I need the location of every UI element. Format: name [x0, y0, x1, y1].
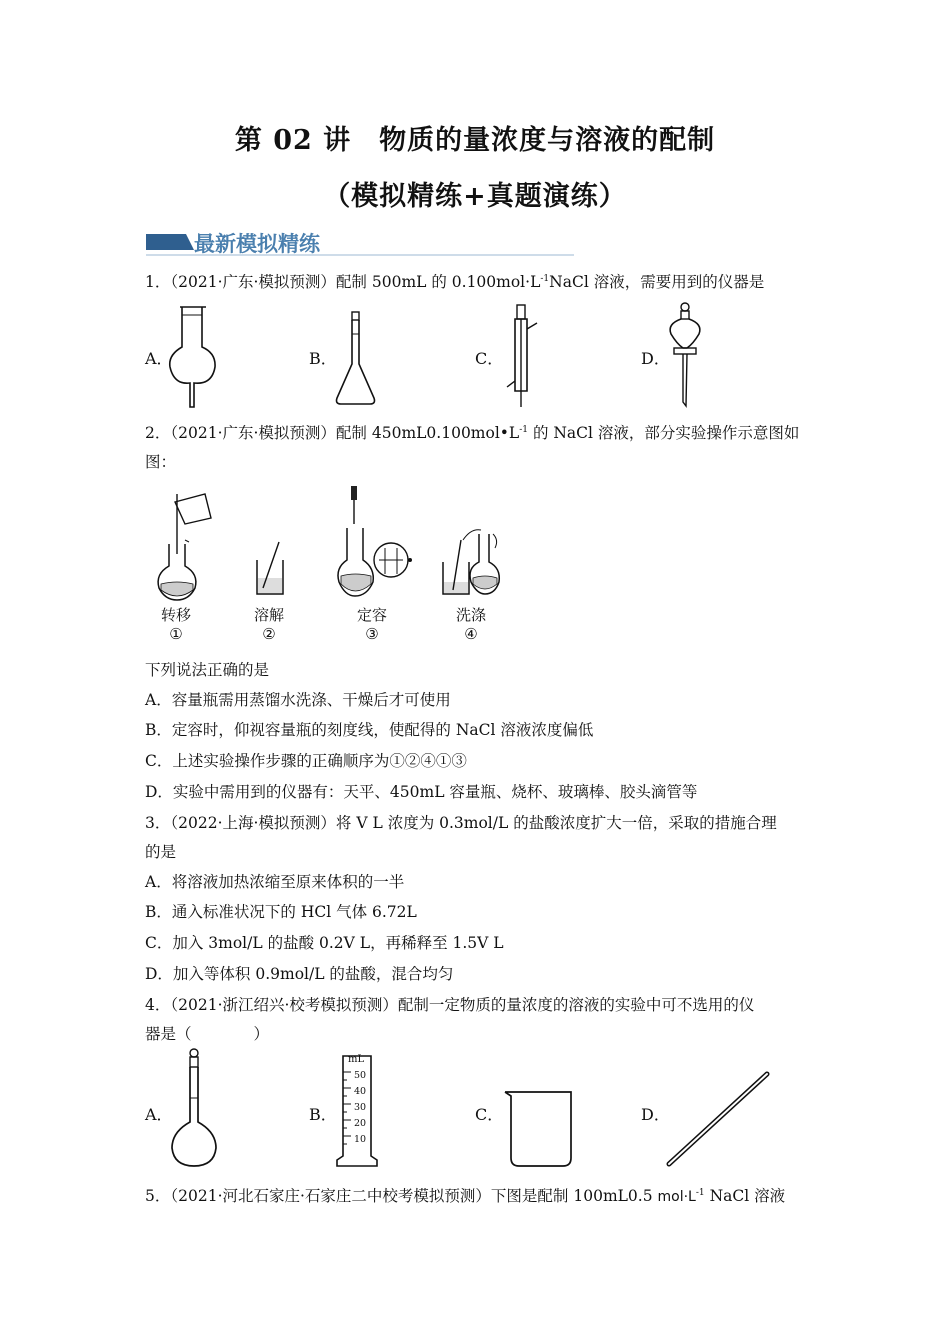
separatory-funnel-icon	[665, 302, 705, 408]
q3-choice-d[interactable]: D．加入等体积 0.9mol/L 的盐酸，混合均匀	[145, 965, 454, 983]
section-header-label: 最新模拟精练	[194, 232, 320, 256]
q3-choice-a[interactable]: A．将溶液加热浓缩至原来体积的一半	[145, 873, 405, 891]
q4-option-c[interactable]: C．	[475, 1105, 504, 1124]
condenser-icon	[505, 305, 541, 409]
q2-choice-b[interactable]: B．定容时，仰视容量瓶的刻度线，使配得的 NaCl 溶液浓度偏低	[145, 721, 594, 739]
question-2-stem-cont: 图：	[145, 453, 177, 471]
step-3-label: 定容	[356, 606, 387, 624]
wash-step-icon	[443, 530, 499, 594]
page-subtitle: （模拟精练+真题演练）	[323, 181, 627, 212]
glass-rod-icon	[665, 1070, 771, 1168]
step-2-number: ②	[262, 625, 276, 643]
procedure-diagram	[155, 484, 515, 604]
volumetric-flask-icon	[170, 1048, 218, 1170]
q1-option-d[interactable]: D．	[641, 349, 670, 368]
q2-prompt: 下列说法正确的是	[145, 661, 270, 679]
cylinder-tick-labels: 50 40 30 20 10	[354, 1070, 367, 1145]
step-4-label: 洗涤	[455, 606, 486, 624]
distillation-flask-icon	[168, 305, 218, 410]
question-4-stem-cont: 器是（ ）	[145, 1025, 270, 1043]
q3-choice-b[interactable]: B．通入标准状况下的 HCl 气体 6.72L	[145, 903, 417, 921]
step-4-number: ④	[464, 625, 478, 643]
step-3-number: ③	[365, 625, 379, 643]
q4-option-d[interactable]: D．	[641, 1105, 670, 1124]
q2-choice-c[interactable]: C．上述实验操作步骤的正确顺序为①②④①③	[145, 752, 467, 770]
cylinder-unit-label: mL	[348, 1054, 365, 1065]
step-1-number: ①	[169, 625, 183, 643]
step-2-label: 溶解	[253, 606, 284, 624]
question-2-stem: 2．（2021·广东·模拟预测）配制 $450mL0.100mol•L^{-1}$ 的 NaCl 溶液，部分实验操作示意图如	[145, 424, 800, 442]
question-5-stem: 5．（2021·河北石家庄·石家庄二中校考模拟预测）下图是配制 100mL0.5 $mol\cdot L^{-1}$ NaCl 溶液	[145, 1187, 786, 1205]
page-title: 第 02 讲 物质的量浓度与溶液的配制	[234, 125, 716, 156]
q4-option-b[interactable]: B．	[309, 1105, 337, 1124]
question-3-stem: 3．（2022·上海·模拟预测）将 V L 浓度为 0.3mol/L 的盐酸浓度扩大一倍，采取的措施合理	[145, 814, 777, 832]
question-1-stem: 1．（2021·广东·模拟预测）配制 500mL 的 $0.100mol\cdot L^{-1}NaCl$ 溶液，需要用到的仪器是	[145, 273, 765, 291]
question-4-stem: 4．（2021·浙江绍兴·校考模拟预测）配制一定物质的量浓度的溶液的实验中可不选用的仪	[145, 996, 755, 1014]
volumetric-flask-icon	[333, 312, 378, 408]
question-3-stem-cont: 的是	[145, 843, 177, 861]
beaker-icon	[503, 1088, 575, 1168]
section-header	[146, 228, 574, 256]
q1-option-a[interactable]: A．	[145, 349, 173, 368]
dilute-to-mark-step-icon	[338, 486, 412, 596]
q4-option-a[interactable]: A．	[145, 1105, 173, 1124]
dissolve-step-icon	[257, 542, 283, 594]
q2-choice-d[interactable]: D．实验中需用到的仪器有：天平、450mL 容量瓶、烧杯、玻璃棒、胶头滴管等	[145, 783, 698, 801]
q2-choice-a[interactable]: A．容量瓶需用蒸馏水洗涤、干燥后才可使用	[145, 691, 451, 709]
transfer-step-icon	[158, 494, 211, 600]
q1-option-c[interactable]: C．	[475, 349, 504, 368]
step-1-label: 转移	[160, 606, 191, 624]
q3-choice-c[interactable]: C．加入 3mol/L 的盐酸 0.2V L，再稀释至 1.5V L	[145, 934, 504, 952]
q1-option-b[interactable]: B．	[309, 349, 337, 368]
